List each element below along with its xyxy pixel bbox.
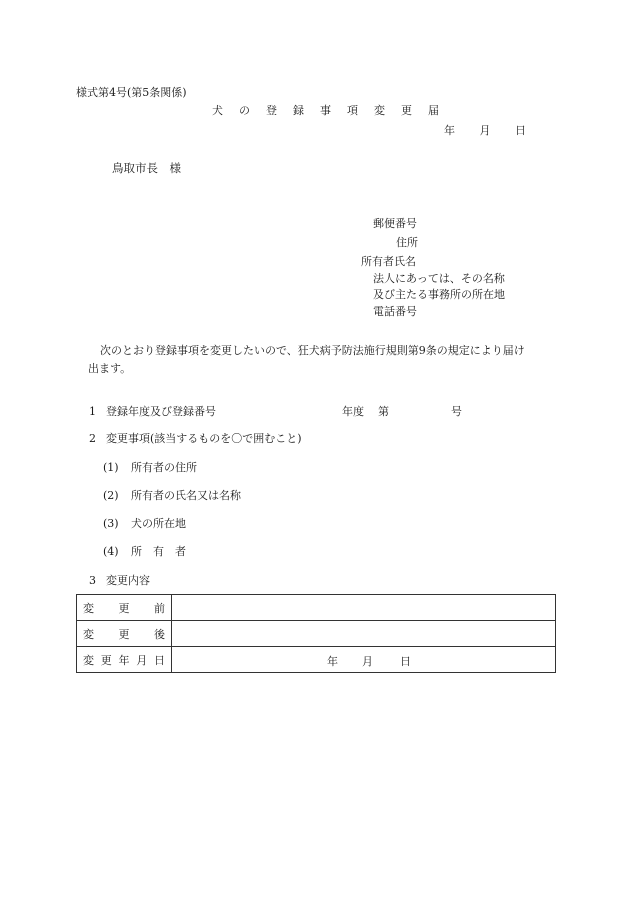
form-title (212, 104, 455, 118)
before-char-3: 前 (154, 601, 165, 615)
date-char-3: 年 (118, 653, 130, 667)
date-label-cell (77, 647, 172, 673)
change-date-month: 月 (362, 654, 373, 668)
address-label: 住所 (396, 236, 418, 249)
change-content-table (76, 594, 556, 673)
owner-name-label: 所有者氏名 (361, 255, 416, 268)
date-day-label: 日 (515, 124, 526, 137)
phone-label: 電話番号 (373, 305, 417, 318)
date-char-1: 変 (83, 653, 94, 667)
option-2-label[interactable]: 所有者の氏名又は名称 (131, 489, 241, 502)
change-date-value (172, 653, 555, 667)
option-1-label[interactable]: 所有者の住所 (131, 461, 197, 474)
table-row-after (77, 621, 556, 647)
change-date-year: 年 (327, 654, 338, 668)
option-1-number: (1) (103, 461, 119, 474)
before-label-cell (77, 595, 172, 621)
date-char-5: 日 (154, 653, 165, 667)
item3-number: 3 (89, 574, 96, 587)
option-3-label[interactable]: 犬の所在地 (131, 517, 186, 530)
date-char-4: 月 (136, 653, 148, 667)
option-2-number: (2) (103, 489, 119, 502)
change-date-value-cell[interactable] (172, 647, 556, 673)
item2-label: 変更事項(該当するものを〇で囲むこと) (106, 432, 302, 445)
option-3-number: (3) (103, 517, 119, 530)
before-value-cell[interactable] (172, 595, 556, 621)
after-label (83, 626, 171, 642)
item3-label: 変更内容 (106, 574, 150, 587)
before-label (83, 600, 171, 616)
item1-label: 登録年度及び登録番号 (106, 405, 216, 418)
postal-code-label: 郵便番号 (373, 217, 417, 230)
after-char-3: 後 (154, 627, 165, 641)
after-label-cell (77, 621, 172, 647)
date-year-label: 年 (444, 124, 455, 137)
item1-number: 1 (89, 405, 96, 418)
corporation-note-2: 及び主たる事務所の所在地 (373, 288, 505, 301)
registration-year-label: 年度 (342, 405, 364, 418)
corporation-note-1: 法人にあっては、その名称 (373, 272, 505, 285)
before-char-2: 更 (118, 601, 130, 615)
table-row-before (77, 595, 556, 621)
statement-line-2: 出ます。 (88, 362, 132, 375)
form-title-text: 犬の登録事項変更届 (212, 104, 455, 117)
before-char-1: 変 (83, 601, 94, 615)
after-char-2: 更 (118, 627, 130, 641)
table-row-date (77, 647, 556, 673)
change-date-day: 日 (400, 654, 411, 668)
after-char-1: 変 (83, 627, 94, 641)
item2-number: 2 (89, 432, 96, 445)
statement-line-1: 次のとおり登録事項を変更したいので、狂犬病予防法施行規則第9条の規定により届け (100, 344, 525, 357)
option-4-number: (4) (103, 545, 119, 558)
registration-go-label: 号 (451, 405, 462, 418)
after-value-cell[interactable] (172, 621, 556, 647)
form-number: 様式第4号(第5条関係) (76, 86, 187, 99)
addressee: 鳥取市長 様 (112, 161, 181, 175)
change-date-label (83, 652, 171, 668)
date-char-2: 更 (100, 653, 112, 667)
date-month-label: 月 (479, 124, 491, 137)
option-4-label[interactable]: 所 有 者 (131, 545, 186, 558)
registration-dai-label: 第 (378, 405, 389, 418)
submission-date (444, 124, 526, 138)
